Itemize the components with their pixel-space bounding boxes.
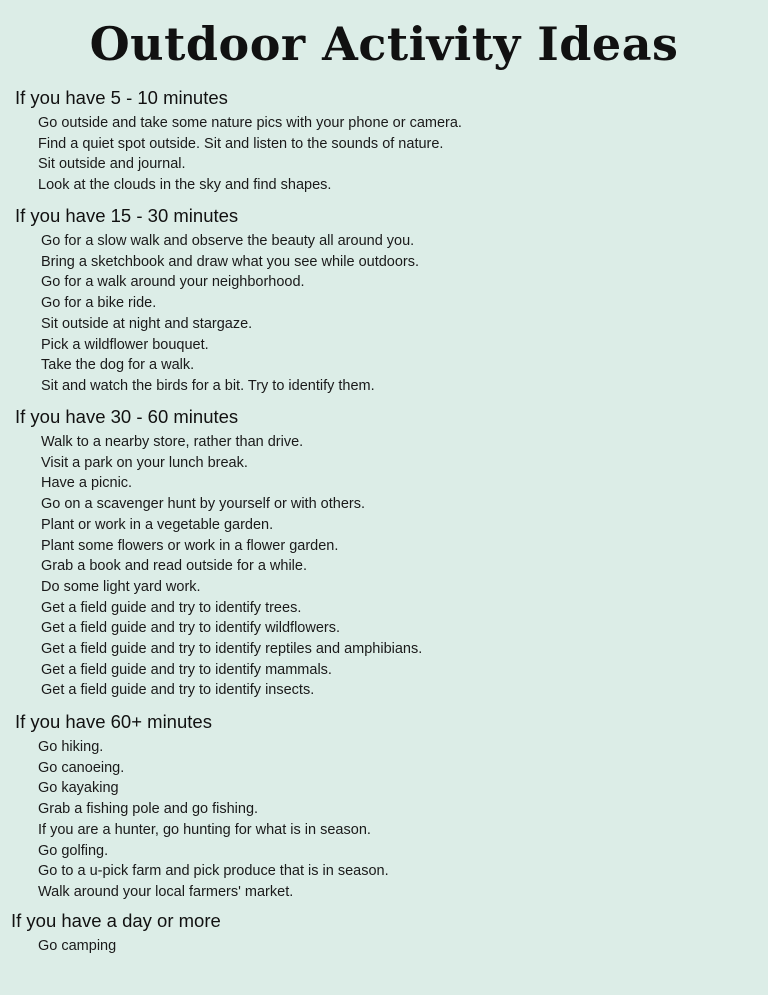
list-item: Go camping	[38, 938, 117, 954]
activity-list	[0, 432, 768, 701]
section-30-60-minutes	[0, 405, 768, 701]
list-item: Sit outside and journal.	[38, 156, 186, 173]
list-item: Get a field guide and try to identify insects.	[41, 682, 315, 699]
section-5-10-minutes	[0, 86, 768, 196]
section-heading: If you have a day or more	[11, 910, 221, 931]
list-item: Pick a wildflower bouquet.	[41, 336, 209, 353]
activity-list	[0, 936, 768, 957]
list-item: Plant or work in a vegetable garden.	[41, 516, 274, 533]
list-item: Take the dog for a walk.	[41, 357, 195, 374]
list-item: Go canoeing.	[38, 759, 125, 776]
list-item: Go golfing.	[38, 842, 109, 859]
list-item: Go on a scavenger hunt by yourself or with others.	[41, 496, 366, 513]
section-heading: If you have 5 - 10 minutes	[15, 87, 228, 108]
list-item: Visit a park on your lunch break.	[41, 454, 248, 471]
list-item: Walk around your local farmers' market.	[38, 883, 294, 900]
list-item: Get a field guide and try to identify wildflowers.	[41, 620, 341, 637]
list-item: Go for a walk around your neighborhood.	[41, 274, 305, 291]
list-item: Go for a bike ride.	[41, 295, 157, 312]
list-item: Get a field guide and try to identify trees.	[41, 599, 302, 616]
list-item: Go outside and take some nature pics with your phone or camera.	[38, 115, 462, 131]
list-item: Go for a slow walk and observe the beauty all around you.	[41, 233, 415, 249]
list-item: Find a quiet spot outside. Sit and listen to the sounds of nature.	[38, 135, 444, 152]
section-15-30-minutes	[0, 204, 768, 397]
list-item: Go kayaking	[38, 780, 119, 797]
list-item: Grab a fishing pole and go fishing.	[38, 801, 259, 818]
list-item: Walk to a nearby store, rather than drive.	[41, 434, 304, 450]
list-item: Sit and watch the birds for a bit. Try to identify them.	[41, 377, 375, 394]
list-item: Sit outside at night and stargaze.	[41, 315, 253, 332]
list-item: Get a field guide and try to identify reptiles and amphibians.	[41, 641, 423, 658]
activity-list	[0, 231, 768, 397]
list-item: Go hiking.	[38, 739, 104, 755]
list-item: Bring a sketchbook and draw what you see while outdoors.	[41, 253, 420, 270]
list-item: Do some light yard work.	[41, 578, 201, 595]
list-item: Grab a book and read outside for a while.	[41, 558, 307, 575]
list-item: Have a picnic.	[41, 475, 133, 492]
section-day-or-more	[0, 909, 768, 957]
section-60-plus-minutes	[0, 710, 768, 903]
activity-list	[0, 113, 768, 196]
section-heading: If you have 15 - 30 minutes	[15, 205, 239, 226]
list-item: Look at the clouds in the sky and find shapes.	[38, 177, 332, 194]
list-item: Go to a u-pick farm and pick produce that is in season.	[38, 863, 389, 880]
list-item: Get a field guide and try to identify mammals.	[41, 661, 332, 678]
list-item: Plant some flowers or work in a flower garden.	[41, 537, 339, 554]
section-heading: If you have 30 - 60 minutes	[15, 406, 239, 427]
list-item: If you are a hunter, go hunting for what is in season.	[38, 821, 371, 838]
section-heading: If you have 60+ minutes	[15, 711, 212, 732]
page-title: Outdoor Activity Ideas	[89, 17, 679, 71]
activity-list	[0, 737, 768, 903]
